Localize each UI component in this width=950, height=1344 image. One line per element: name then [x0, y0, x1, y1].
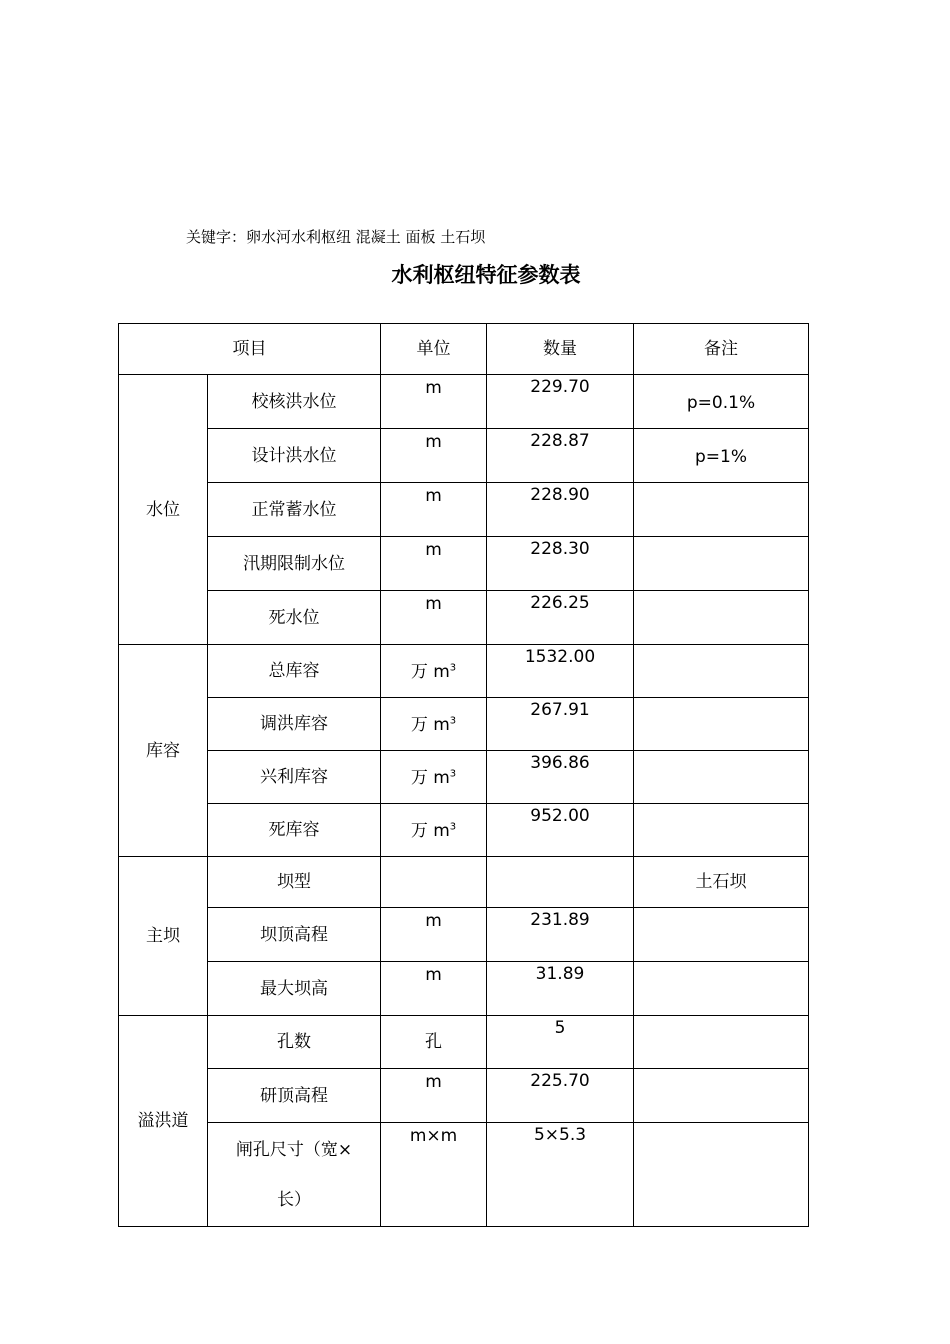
item-cell: 校核洪水位 — [208, 375, 381, 429]
note-cell — [634, 804, 809, 857]
item-cell: 正常蓄水位 — [208, 483, 381, 537]
table-row — [119, 1016, 809, 1069]
value-cell: 225.70 — [487, 1069, 634, 1123]
note-cell: 土石坝 — [634, 857, 809, 908]
note-cell — [634, 698, 809, 751]
header-unit: 单位 — [381, 324, 487, 375]
table-row — [119, 375, 809, 429]
unit-base: 万 m — [410, 662, 450, 682]
item-cell: 设计洪水位 — [208, 429, 381, 483]
unit-superscript: 3 — [449, 821, 457, 833]
item-cell: 坝型 — [208, 857, 381, 908]
table-row — [119, 591, 809, 645]
value-cell: 1532.00 — [487, 645, 634, 698]
value-cell: 31.89 — [487, 962, 634, 1016]
unit-superscript: 3 — [449, 768, 457, 780]
group-water-level: 水位 — [119, 375, 208, 645]
header-note: 备注 — [634, 324, 809, 375]
header-item: 项目 — [119, 324, 381, 375]
unit-superscript: 3 — [449, 662, 457, 674]
unit-cell: m — [381, 908, 487, 962]
item-cell: 兴利库容 — [208, 751, 381, 804]
unit-cell: m — [381, 1069, 487, 1123]
table-row — [119, 537, 809, 591]
note-cell — [634, 1123, 809, 1227]
note-cell — [634, 591, 809, 645]
item-cell: 最大坝高 — [208, 962, 381, 1016]
group-storage: 库容 — [119, 645, 208, 857]
table-row — [119, 857, 809, 908]
unit-cell: m — [381, 962, 487, 1016]
item-cell: 坝顶高程 — [208, 908, 381, 962]
item-cell: 死水位 — [208, 591, 381, 645]
value-cell: 952.00 — [487, 804, 634, 857]
unit-cell: m×m — [381, 1123, 487, 1227]
unit-cell: m — [381, 591, 487, 645]
value-cell: 229.70 — [487, 375, 634, 429]
unit-cell — [381, 645, 487, 698]
item-cell: 总库容 — [208, 645, 381, 698]
header-row — [119, 324, 809, 375]
note-cell — [634, 962, 809, 1016]
note-cell: p=0.1% — [634, 375, 809, 429]
unit-cell: m — [381, 483, 487, 537]
value-cell: 228.90 — [487, 483, 634, 537]
note-cell — [634, 751, 809, 804]
unit-cell — [381, 751, 487, 804]
table-row — [119, 908, 809, 962]
unit-base: 万 m — [410, 768, 450, 788]
unit-base: 万 m — [410, 715, 450, 735]
note-cell: p=1% — [634, 429, 809, 483]
table-row — [119, 698, 809, 751]
unit-cell: m — [381, 375, 487, 429]
unit-cell — [381, 804, 487, 857]
parameter-table — [118, 323, 809, 1227]
table-row — [119, 1069, 809, 1123]
note-cell — [634, 537, 809, 591]
group-spillway: 溢洪道 — [119, 1016, 208, 1227]
item-line-2: 长） — [277, 1189, 311, 1210]
value-cell: 396.86 — [487, 751, 634, 804]
table-row — [119, 1123, 809, 1227]
table-row — [119, 804, 809, 857]
note-cell — [634, 1016, 809, 1069]
item-line-1: 闸孔尺寸（宽× — [235, 1139, 353, 1160]
value-cell: 5×5.3 — [487, 1123, 634, 1227]
unit-superscript: 3 — [449, 715, 457, 727]
item-cell — [208, 1123, 381, 1227]
table-row — [119, 751, 809, 804]
table-row — [119, 429, 809, 483]
value-cell: 5 — [487, 1016, 634, 1069]
item-cell: 研顶高程 — [208, 1069, 381, 1123]
note-cell — [634, 483, 809, 537]
value-cell: 228.87 — [487, 429, 634, 483]
table-title: 水利枢纽特征参数表 — [391, 263, 581, 287]
value-cell — [487, 857, 634, 908]
header-quantity: 数量 — [487, 324, 634, 375]
note-cell — [634, 645, 809, 698]
value-cell: 267.91 — [487, 698, 634, 751]
value-cell: 228.30 — [487, 537, 634, 591]
unit-cell: m — [381, 429, 487, 483]
note-cell — [634, 1069, 809, 1123]
table-row — [119, 645, 809, 698]
unit-base: 万 m — [410, 821, 450, 841]
unit-cell — [381, 857, 487, 908]
item-cell: 死库容 — [208, 804, 381, 857]
keywords-line: 关键字：卵水河水利枢纽 混凝土 面板 土石坝 — [186, 228, 486, 246]
item-cell: 汛期限制水位 — [208, 537, 381, 591]
item-cell: 调洪库容 — [208, 698, 381, 751]
unit-cell — [381, 698, 487, 751]
value-cell: 231.89 — [487, 908, 634, 962]
table-row — [119, 962, 809, 1016]
group-main-dam: 主坝 — [119, 857, 208, 1016]
value-cell: 226.25 — [487, 591, 634, 645]
item-cell: 孔数 — [208, 1016, 381, 1069]
table-row — [119, 483, 809, 537]
unit-cell: m — [381, 537, 487, 591]
note-cell — [634, 908, 809, 962]
unit-cell: 孔 — [381, 1016, 487, 1069]
